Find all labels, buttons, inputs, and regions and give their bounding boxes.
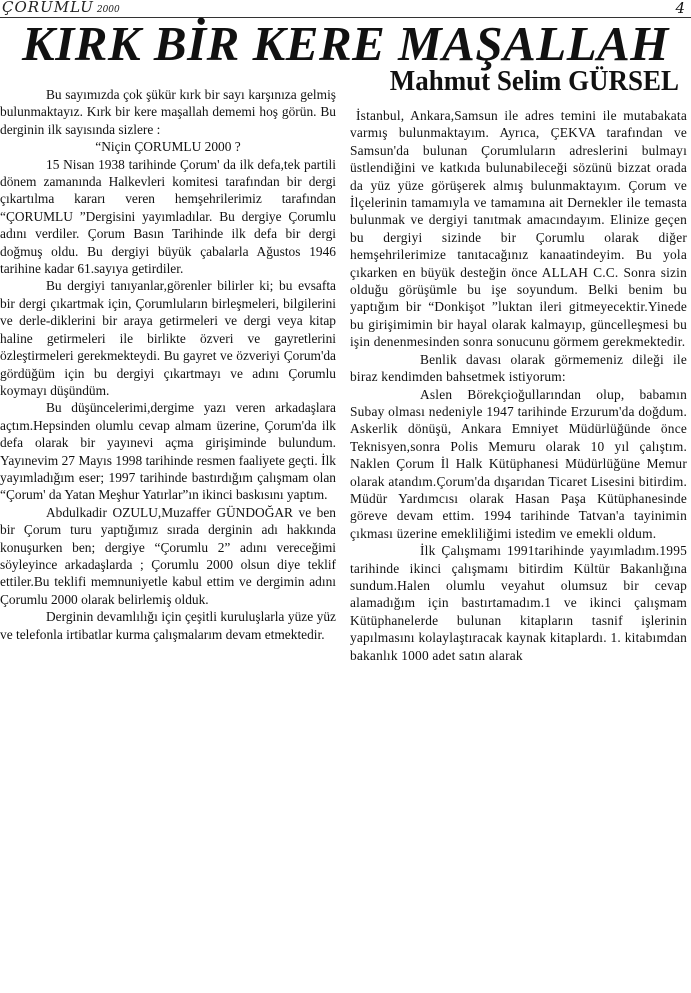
- paragraph: 15 Nisan 1938 tarihinde Çorum' da ilk defa,tek partili dönem zamanında Halkevleri komitesi tarafından bir dergi çıkartılma kararı veren hemşehrilerimiz tarafından “ÇORUMLU ”Dergisini yayımladılar. Bu dergiye Çorumlu adını verdiler. Çorum Basın Tarihinde ilk defa bir dergi doğmuş oldu. Bu dergiyi büyük çabalarla Ağustos 1946 tarihine kadar 61.sayıya getirdiler.: [0, 156, 336, 277]
- article-title: KIRK BİR KERE MAŞALLAH: [22, 16, 669, 71]
- paragraph: “Niçin ÇORUMLU 2000 ?: [95, 139, 241, 155]
- paragraph: Bu dergiyi tanıyanlar,görenler bilirler ki; bu evsafta bir dergi çıkartmak için, Çorumluların birleşmeleri, bilgilerini ve derle-diklerini bir araya getirmeleri ve dergi veya kitap haline getirmeleri ile birlikte özveri ve gayretlerini özleştirmeleri gerekmekteydi. Bu gayret ve özveriyi Çorum'da gördüğüm için bu dergiyi çıkartmayı ve adını Çorumlu koymayı düşündüm.: [0, 278, 336, 398]
- masthead: [2, 0, 120, 16]
- page-number: 4: [675, 0, 685, 17]
- masthead-year: 2000: [96, 5, 120, 15]
- paragraph: Derginin devamlılığı için çeşitli kuruluşlarla yüze yüz ve telefonla irtibatlar kurma çalışmalarım devam etmektedir.: [0, 609, 336, 642]
- paragraph: Bu sayımızda çok şükür kırk bir sayı karşınıza gelmiş bulunmaktayız. Kırk bir kere maşallah dememi hoş görün. Bu derginin ilk sayısında sizlere :: [0, 87, 336, 137]
- paragraph: Aslen Börekçioğullarından olup, babamın Subay olması nedeniyle 1947 tarihinde Erzurum'da doğdum. Askerlik dönüşü, Ankara Emniyet Müdürlüğünde önce Teknisyen,sonra Polis Memuru olarak 10 yıl çalıştım. Naklen Çorum İl Halk Kütüphanesi Müdürlüğüne Memur olarak atandım.Çorum'da dışarıdan Ticaret Lisesini bitirdim. Müdür Yardımcısı olarak Hasan Paşa Kütüphanesinde göreve devam ettim. 1994 tarihinde Tatvan'a tayinimin çıkması üzerine emekliliğimi istedim ve emekli oldum.: [350, 386, 687, 541]
- paragraph: Abdulkadir OZULU,Muzaffer GÜNDOĞAR ve ben bir Çorum turu yaptığımız sırada derginin adı hakkında konuşurken ben; dergiye “Çorumlu 2” adını vereceğimi söyleyince arkadaşlarda ; Çorumlu 2000 olsun diye teklif ettiler.Bu teklifi memnuniyetle kabul ettim ve dergimin adını Çorumlu 2000 olarak belirlemiş olduk.: [0, 504, 336, 607]
- paragraph: İstanbul, Ankara,Samsun ile adres temini ile mutabakata varmış bulunmaktayım. Ayrıca, ÇEKVA tarafından ve Samsun'da bulunan Çorumluların adreslerini bulmayı üstlendiğini ve katkıda bulunabileceği sözünü bizzat orada da yüz yüze görüşerek almış bulunmaktayım. Çorum ve İlçelerinin tamamıyla ve tamamına ait Dernekler ile temasta bulunmak ve dergiyi tanıtmak amacındayım. Elinize geçen bu dergiyi sizinde bir Çorumlu olarak diğer hemşehrilerimize tanıtacağınız kanaatindeyim. Bu yola çıkarken en büyük desteğin önce ALLAH C.C. Sonra sizin olduğu görüşümle bu işe soyundum. Belki benim bu yaptığım bir “Donkişot ”luktan ileri gitmeyecektir.Yinede bu girişimimin bir hayal olarak kalmayıp, güncelleşmesi bu işin denenmesinden sonra sonucunu görmem gerekmektedir.: [350, 108, 687, 350]
- paragraph: Benlik davası olarak görmemeniz dileği ile biraz kendimden bahsetmek istiyorum:: [350, 351, 687, 385]
- article-author: Mahmut Selim GÜRSEL: [389, 65, 679, 97]
- paragraph: İlk Çalışmamı 1991tarihinde yayımladım.1995 tarihinde ikinci çalışmamı bitirdim Kültür Bakanlığına sundum.Halen olumlu veyahut olumsuz bir cevap alamadığım için bastırtamadım.1 ve ikinci çalışmam Kütüphanelerde bulunan kitapların tasnif işlerinin yapılmasını kolaylaştıracak kaynak kitaplardı. 1. kitabımdan bakanlık 1000 adet satın alarak: [350, 543, 687, 663]
- masthead-title: ÇORUMLU: [2, 0, 94, 16]
- right-column: [350, 107, 687, 664]
- left-column: [0, 86, 336, 643]
- paragraph: Bu düşüncelerimi,dergime yazı veren arkadaşlara açtım.Hepsinden olumlu cevap almam üzerine, Çorum'da ilk defa olarak bir yayınevi açma girişiminde bulundum. Yayınevim 27 Mayıs 1998 tarihinde resmen faaliyete geçti. İlk yayımladığım eser; 1997 tarihinde bastırdığım çalışmam olan “Çorum' da Yatan Meşhur Yatırlar”ın ikinci baskısını yaptım.: [0, 400, 336, 503]
